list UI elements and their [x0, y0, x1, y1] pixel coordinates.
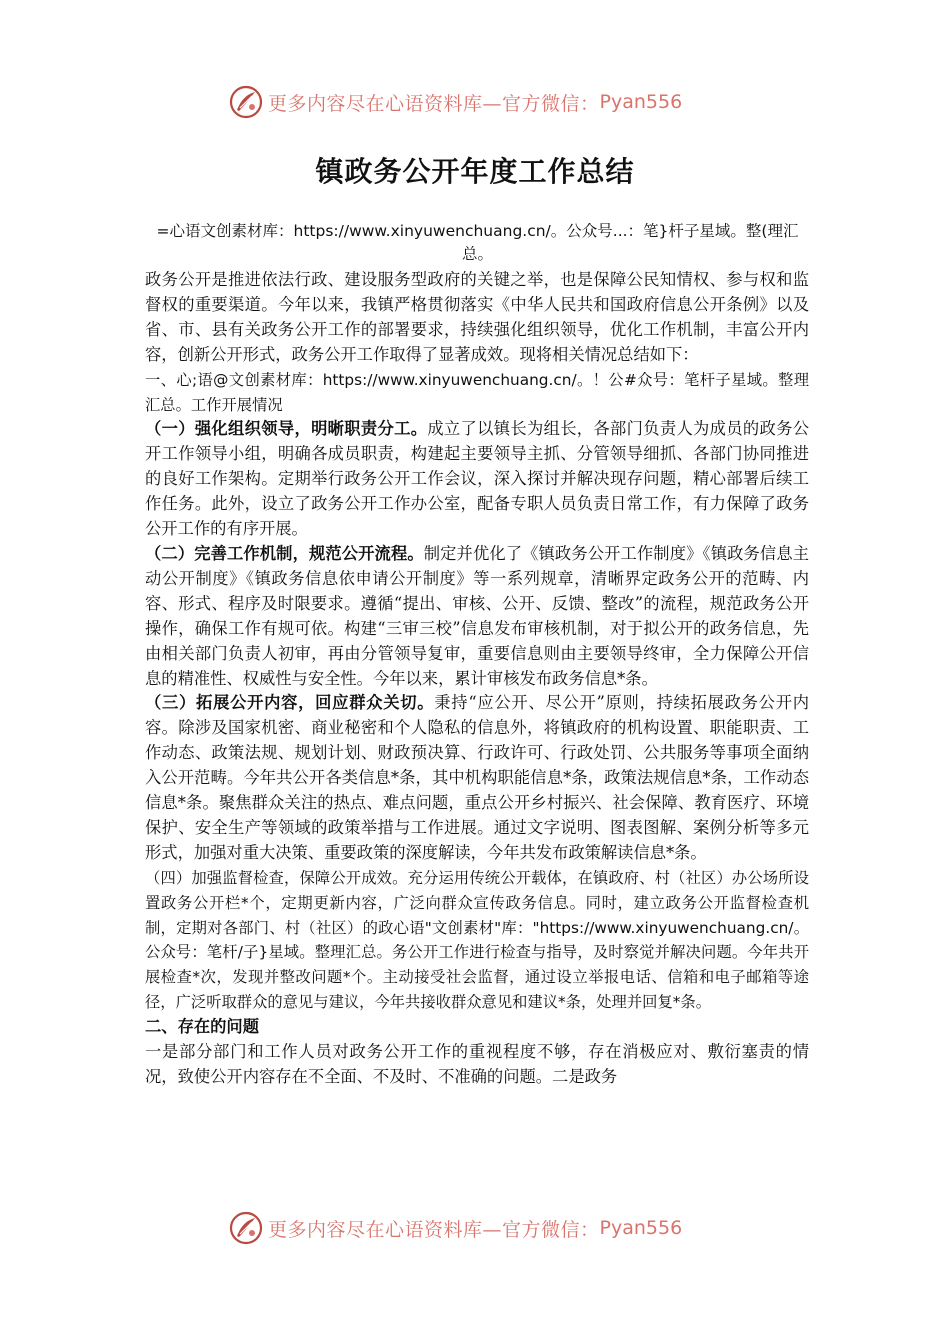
item3-paragraph — [145, 691, 809, 865]
watermark-handle: Pyan556 — [599, 1217, 683, 1239]
item2-paragraph — [145, 542, 809, 691]
section2-heading: 二、存在的问题 — [145, 1017, 259, 1037]
item1-paragraph — [145, 417, 809, 542]
item1-text: 成立了以镇长为组长，各部门负责人为成员的政务公开工作领导小组，明确各成员职责，构建起主要领导主抓、分管领导细抓、各部门协同推进的良好工作架构。定期举行政务公开工作会议，深入探讨并解决现存问题，精心部署后续工作任务。此外，设立了政务公开工作办公室，配备专职人员负责日常工作，有力保障了政务公开工作的有序开展。 — [145, 419, 809, 539]
document-title: 镇政务公开年度工作总结 — [315, 155, 635, 188]
problem-paragraph: 一是部分部门和工作人员对政务公开工作的重视程度不够，存在消极应对、敷衍塞责的情况，致使公开内容存在不全面、不及时、不准确的问题。二是政务 — [145, 1042, 809, 1086]
watermark-handle: Pyan556 — [599, 91, 683, 113]
item1-lead: （一）强化组织领导，明晰职责分工。 — [145, 419, 428, 439]
item4-paragraph: （四）加强监督检查，保障公开成效。充分运用传统公开载体，在镇政府、村（社区）办公场所设置政务公开栏*个，定期更新内容，广泛向群众宣传政务信息。同时，建立政务公开监督检查机制，定期对各部门、村（社区）的政心语"文创素材"库："https://www.xinyuwenchuang.cn/。公众号：笔杆/子}星域。整理汇总。务公开工作进行检查与指导，及时察觉并解决问题。今年共开展检查*次，发现并整改问题*个。主动接受社会监督，通过设立举报电话、信箱和电子邮箱等途径，广泛听取群众的意见与建议，今年共接收群众意见和建议*条，处理并回复*条。 — [145, 868, 809, 1012]
item2-text: 制定并优化了《镇政务公开工作制度》《镇政务信息主动公开制度》《镇政务信息依申请公开制度》等一系列规章，清晰界定政务公开的范畴、内容、形式、程序及时限要求。遵循“提出、审核、公开、反馈、整改”的流程，规范政务公开操作，确保工作有规可依。构建“三审三校”信息发布审核机制，对于拟公开的政务信息，先由相关部门负责人初审，再由分管领导复审，重要信息则由主要领导终审，全力保障公开信息的精准性、权威性与安全性。今年以来，累计审核发布政务信息*条。 — [145, 543, 809, 688]
watermark-text: 更多内容尽在心语资料库—官方微信： — [268, 1218, 600, 1241]
watermark-logo-icon — [228, 84, 264, 120]
item2-lead: （二）完善工作机制，规范公开流程。 — [145, 543, 424, 563]
item3-lead: （三）拓展公开内容，回应群众关切。 — [145, 693, 435, 713]
watermark-banner-bottom — [228, 1208, 682, 1248]
watermark-banner-top — [228, 82, 682, 122]
intro-paragraph: 政务公开是推进依法行政、建设服务型政府的关键之举，也是保障公民知情权、参与权和监督权的重要渠道。今年以来，我镇严格贯彻落实《中华人民共和国政府信息公开条例》以及省、市、县有关政务公开工作的部署要求，持续强化组织领导，优化工作机制，丰富公开内容，创新公开形式，政务公开工作取得了显著成效。现将相关情况总结如下： — [145, 270, 809, 364]
item3-text: 秉持“应公开、尽公开”原则，持续拓展政务公开内容。除涉及国家机密、商业秘密和个人隐私的信息外，将镇政府的机构设置、职能职责、工作动态、政策法规、规划计划、财政预决算、行政许可、行政处罚、公共服务等事项全面纳入公开范畴。今年共公开各类信息*条，其中机构职能信息*条，政策法规信息*条，工作动态信息*条。聚焦群众关注的热点、难点问题，重点公开乡村振兴、社会保障、教育医疗、环境保护、安全生产等领域的政策举措与工作进展。通过文字说明、图表图解、案例分析等多元形式，加强对重大决策、重要政策的深度解读，今年共发布政策解读信息*条。 — [145, 693, 809, 862]
document-body — [145, 268, 809, 1090]
document-subheading: =心语文创素材库：https://www.xinyuwenchuang.cn/。公众号...：笔}杆子星域。整(理汇总。 — [156, 222, 799, 263]
watermark-logo-icon — [228, 1210, 264, 1246]
section1-heading: 一、心;语@文创素材库：https://www.xinyuwenchuang.cn/。！公#众号：笔杆子星域。整理汇总。工作开展情况 — [145, 370, 809, 414]
watermark-text: 更多内容尽在心语资料库—官方微信： — [268, 92, 600, 115]
